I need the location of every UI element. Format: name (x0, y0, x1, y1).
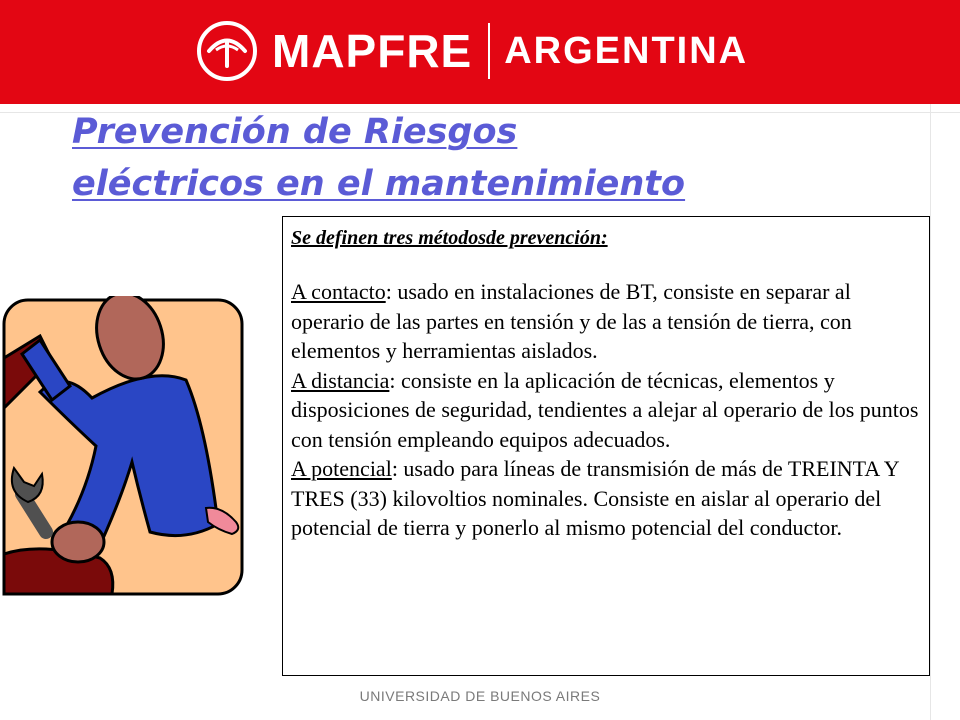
brand-name: MAPFRE (272, 25, 473, 77)
methods-heading: Se definen tres métodosde prevención: (291, 227, 608, 249)
brand-country: ARGENTINA (504, 30, 749, 72)
slide-title (72, 106, 912, 210)
slide-title-line-1: Prevención de Riesgos (72, 112, 518, 152)
method-contact (291, 277, 919, 366)
heading-spacer (291, 251, 919, 277)
vertical-guide-line (930, 104, 931, 720)
method-contact-text: : usado en instalaciones de BT, consiste en separar al operario de las partes en tensión y de las a tensión de tierra, con elementos y herramientas aislados. (291, 279, 852, 363)
brand-logo (196, 18, 748, 84)
electrician-with-wrench-icon (0, 296, 250, 598)
method-distance-label: A distancia (291, 367, 390, 393)
method-potential-text: : usado para líneas de transmisión de más de TREINTA Y TRES (33) kilovoltios nominales. Consiste en aislar al operario del potencial de tierra y ponerlo al mismo potencial del conductor. (291, 456, 899, 540)
method-distance-text: : consiste en la aplicación de técnicas, elementos y disposiciones de seguridad, tendientes a alejar al operario de los puntos con tensión empleando equipos adecuados. (291, 367, 919, 452)
slide-title-line-2: eléctricos en el mantenimiento (72, 164, 686, 204)
header-banner (0, 0, 960, 104)
prevention-methods-box (282, 216, 930, 676)
method-distance (291, 366, 919, 455)
method-potential (291, 454, 919, 543)
mapfre-emblem-icon (196, 20, 258, 82)
method-contact-label: A contacto (291, 279, 386, 304)
footer-university: UNIVERSIDAD DE BUENOS AIRES (359, 688, 601, 704)
method-potential-label: A potencial (291, 456, 392, 481)
brand-separator (488, 23, 490, 79)
